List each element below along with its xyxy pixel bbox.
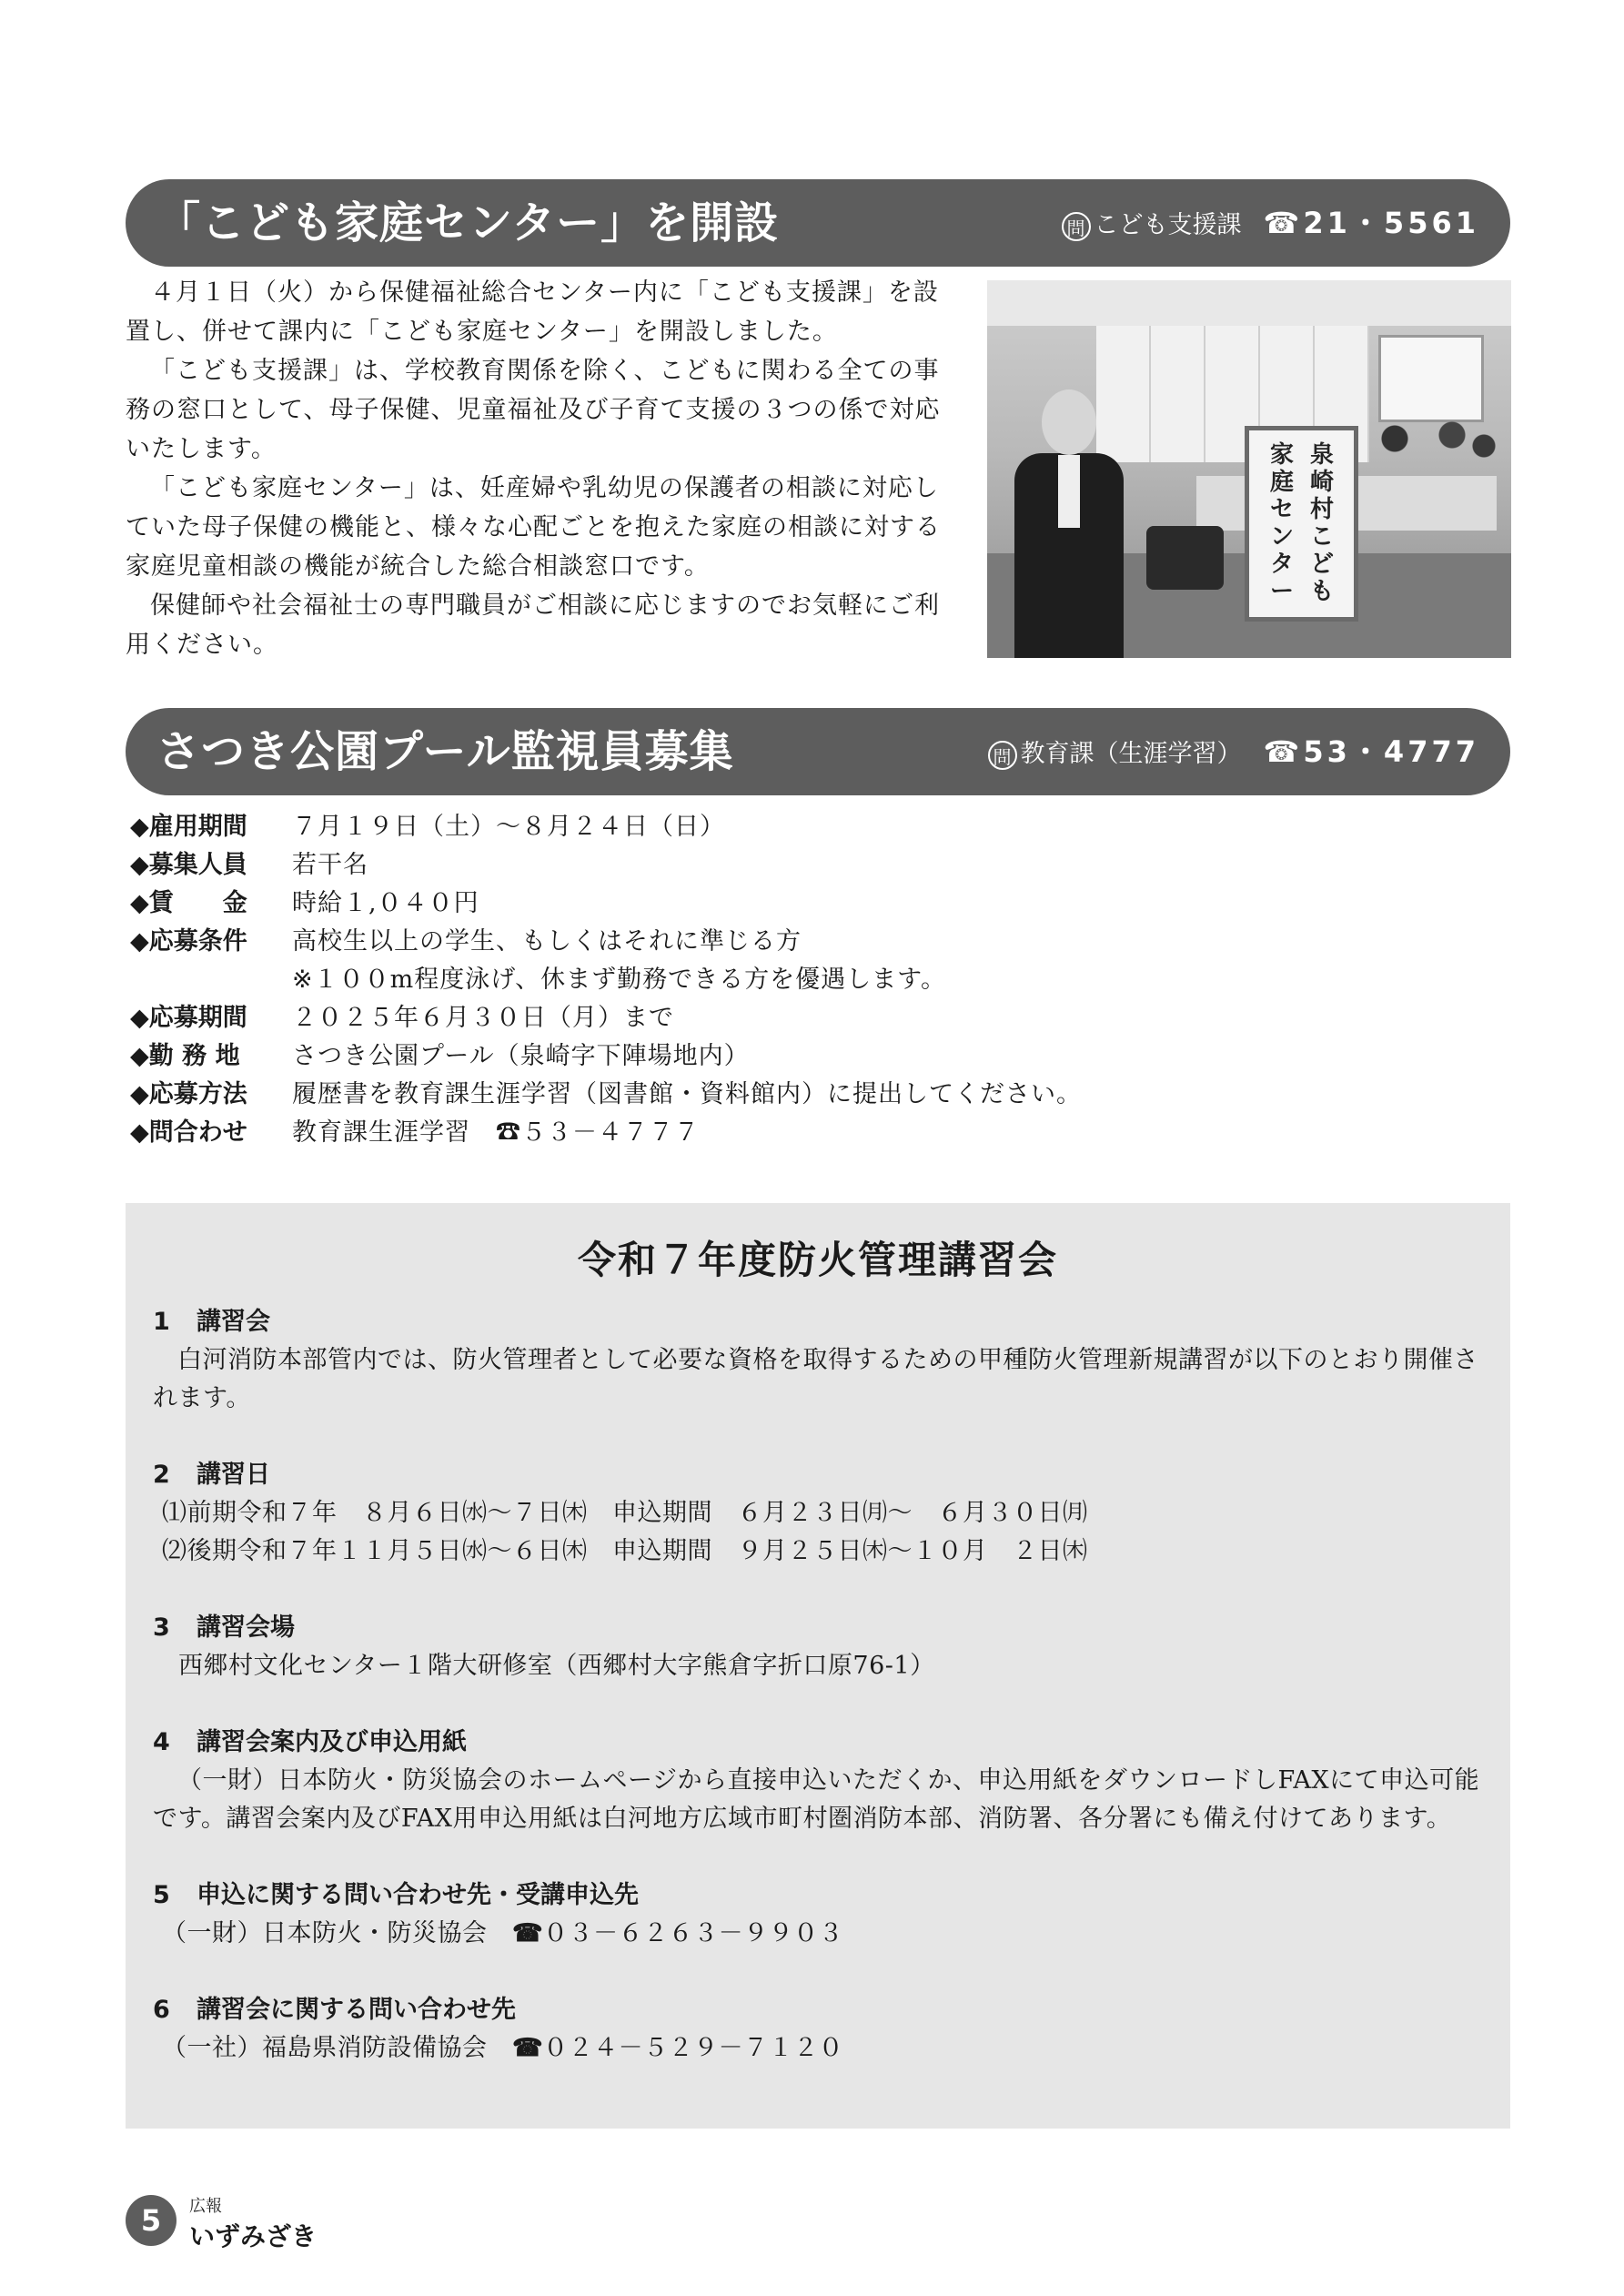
seminar-item	[153, 1991, 1490, 2068]
item-heading: 1 講習会	[153, 1308, 270, 1336]
contact-tel: ☎21・5561	[1263, 206, 1479, 240]
publication-label: 広報	[189, 2197, 222, 2216]
item-contact: （一財）日本防火・防災協会 ☎０３－６２６３－９９０３	[162, 1919, 844, 1947]
section-title: 「こども家庭センター」を開設	[156, 197, 780, 248]
person-shirt	[1058, 455, 1080, 528]
center-photo	[987, 280, 1511, 658]
phone-icon: ☎	[512, 1919, 544, 1947]
person-head	[1042, 389, 1096, 455]
item-text: （一財）日本防火・防災協会のホームページから直接申込いただくか、申込用紙をダウンロードしFAXにて申込可能です。講習会案内及びFAX用申込用紙は白河地方広域市町村圏消防本部、消防署、各分署にも備え付けてあります。	[153, 1766, 1480, 1833]
sign-text-col2: 家庭センター	[1269, 441, 1294, 605]
section-contact	[1062, 179, 1479, 269]
seminar-item	[153, 1876, 1490, 1953]
inquiry-icon: 問	[988, 741, 1017, 770]
section-title: さつき公園プール監視員募集	[156, 726, 734, 777]
item-heading: 2 講習日	[153, 1461, 270, 1489]
contact-dept: 教育課（生涯学習）	[1020, 740, 1242, 768]
phone-icon: ☎	[1263, 206, 1304, 240]
sign-text-col1: 泉崎村こども	[1309, 441, 1334, 605]
seminar-item	[153, 1724, 1490, 1838]
center-sign	[1245, 426, 1358, 622]
fire-seminar-box	[126, 1203, 1510, 2129]
item-heading: 4 講習会案内及び申込用紙	[153, 1728, 467, 1756]
phone-icon: ☎	[512, 2034, 544, 2062]
paragraph: 「こども家庭センター」は、妊産婦や乳幼児の保護者の相談に対応していた母子保健の機能と、様々な心配ごとを抱えた家庭の相談に対する家庭児童相談の機能が統合した総合相談窓口です。	[126, 474, 941, 581]
paragraph: ４月１日（火）から保健福祉総合センター内に「こども支援課」を設置し、併せて課内に「こども家庭センター」を開設しました。	[126, 278, 939, 346]
photo-staff	[1369, 417, 1497, 490]
seminar-item	[153, 1609, 1490, 1685]
paragraph: 「こども支援課」は、学校教育関係を除く、こどもに関わる全ての事務の窓口として、母子保健、児童福祉及び子育て支援の３つの係で対応いたします。	[126, 357, 941, 463]
photo-chair	[1146, 526, 1224, 590]
contact-tel: ☎53・4777	[1263, 734, 1479, 769]
inquiry-icon: 問	[1062, 212, 1091, 241]
seminar-item	[153, 1303, 1490, 1418]
seminar-item	[153, 1456, 1490, 1571]
paragraph: 保健師や社会福祉士の専門職員がご相談に応じますのでお気軽にご利用ください。	[126, 592, 940, 659]
photo-window	[1378, 335, 1484, 422]
section1-body	[126, 273, 963, 664]
photo-person	[1014, 389, 1124, 658]
item-line: ⑵後期令和７年１１月５日㈬～６日㈭ 申込期間 ９月２５日㈭～１０月 ２日㈭	[162, 1537, 1088, 1565]
item-heading: 6 講習会に関する問い合わせ先	[153, 1996, 516, 2024]
section-header-kodomo	[126, 179, 1510, 267]
phone-icon: ☎	[1263, 734, 1304, 769]
publication-name: いずみざき	[189, 2221, 318, 2251]
item-line: ⑴前期令和７年 ８月６日㈬～７日㈭ 申込期間 ６月２３日㈪～ ６月３０日㈪	[162, 1499, 1088, 1527]
item-heading: 5 申込に関する問い合わせ先・受講申込先	[153, 1881, 639, 1909]
section-contact	[988, 708, 1479, 798]
item-heading: 3 講習会場	[153, 1613, 295, 1642]
page-number: 5	[126, 2195, 177, 2246]
item-text: 白河消防本部管内では、防火管理者として必要な資格を取得するための甲種防火管理新規講習が以下のとおり開催されます。	[153, 1346, 1478, 1412]
contact-dept: こども支援課	[1094, 211, 1242, 239]
item-line: 西郷村文化センター１階大研修室（西郷村大字熊倉字折口原76-1）	[178, 1652, 935, 1680]
fire-seminar-items	[153, 1303, 1490, 2106]
photo-ceiling	[987, 280, 1511, 326]
item-contact: （一社）福島県消防設備協会 ☎０２４－５２９－７１２０	[162, 2034, 844, 2062]
fire-seminar-title: 令和７年度防火管理講習会	[577, 1238, 1058, 1282]
section-header-pool	[126, 708, 1510, 795]
